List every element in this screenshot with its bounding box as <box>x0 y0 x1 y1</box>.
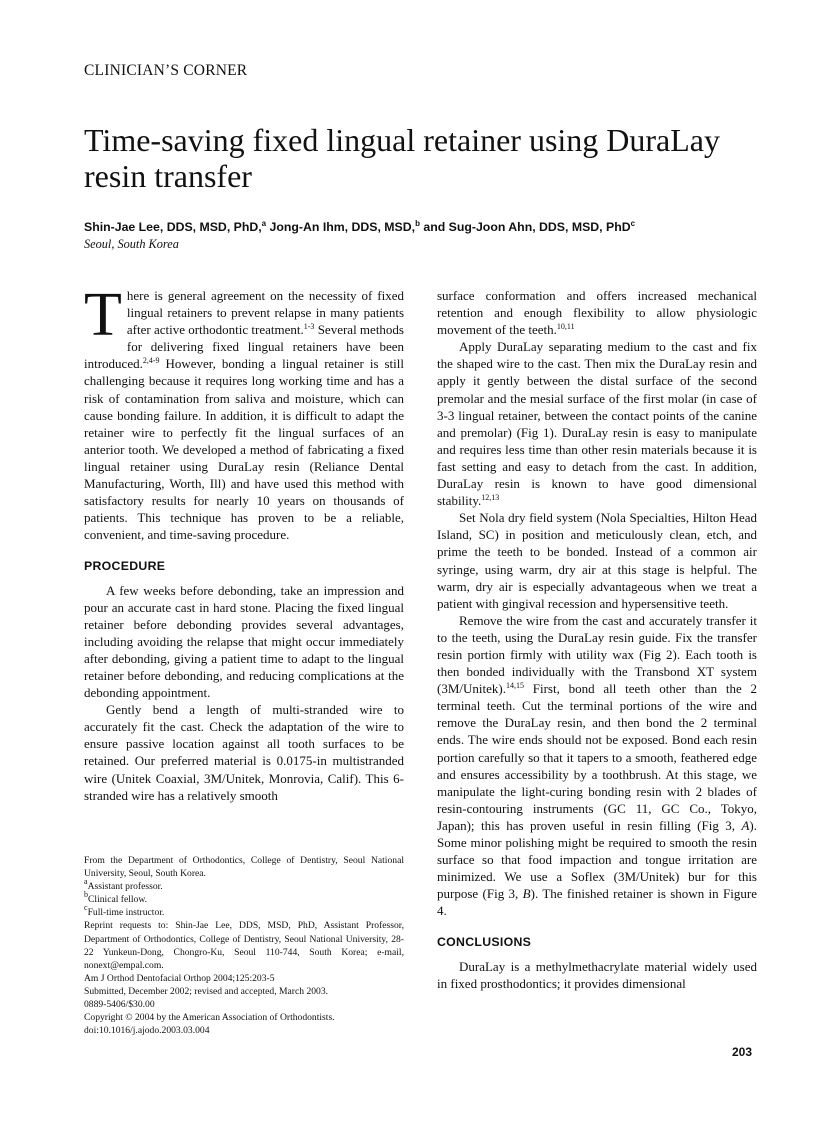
paragraph: Gently bend a length of multi-stranded wire to accurately fit the cast. Check the adaptation of the wire to ensure passive location against all tooth surfaces to be retained. Our preferred material is 0.0175-in multistranded wire (Unitek Coaxial, 3M/Unitek, Monrovia, Calif). This 6-stranded wire has a relatively smooth <box>84 702 404 803</box>
author-affiliation-mark: a <box>261 219 267 228</box>
author-list <box>84 220 635 234</box>
figure-panel-label: B <box>522 886 531 902</box>
footnote: Copyright © 2004 by the American Association of Orthodontists. <box>84 1012 335 1024</box>
reference-citation: 12,13 <box>481 493 500 503</box>
section-heading: PROCEDURE <box>84 559 166 574</box>
author-name: Jong-An Ihm, DDS, MSD, <box>266 220 416 234</box>
paragraph: DuraLay is a methylmethacrylate material widely used in fixed prosthodontics; it provides dimensional <box>437 958 757 991</box>
paragraph: There is general agreement on the necessity of fixed lingual retainers to prevent relapse in many patients after active orthodontic treatment.$^{1-3}$ Several methods for delivering fixed lingual retainers have been introduced.$^{2,4-9}$ However, bonding a lingual retainer is still challenging because it requires long working time and has a risk of contamination from saliva and moisture, which can cause bonding failure. In addition, it is difficult to adapt the retainer wire to perfectly fit the lingual surfaces of an anterior tooth. We developed a method of fabricating a fixed lingual retainer using DuraLay resin (Reliance Dental Manufacturing, Worth, Ill) and have used this method with satisfactory results for nearly 10 years on thousands of patients. This technique has proven to be a reliable, convenient, and time-saving procedure. <box>84 281 404 543</box>
footnote: $^b$Clinical fellow. <box>84 890 148 906</box>
section-label: CLINICIAN’S CORNER <box>84 62 248 79</box>
section-heading: CONCLUSIONS <box>437 935 532 950</box>
author-affiliation-mark: b <box>415 219 420 228</box>
footnote: Submitted, December 2002; revised and accepted, March 2003. <box>84 985 329 997</box>
footnote-mark: c <box>84 903 88 913</box>
reference-citation: 14,15 <box>505 681 524 691</box>
article-title: Time-saving fixed lingual retainer using DuraLay resin transfer <box>84 122 720 194</box>
page-number: 203 <box>732 1045 753 1059</box>
footnote: Reprint requests to: Shin-Jae Lee, DDS, MSD, PhD, Assistant Professor, Department of Orthodontics, College of Dentistry, Seoul National University, 28-22 Yunkeun-Dong, Chongro-Ku, Seoul 110-744, South Korea; e-mail, nonext@empal.com. <box>84 920 404 971</box>
footnote-mark: a <box>84 877 88 887</box>
left-column <box>84 281 404 804</box>
footnote: doi:10.1016/j.ajodo.2003.03.004 <box>84 1025 210 1037</box>
paragraph: Apply DuraLay separating medium to the cast and fix the shaped wire to the cast. Then mix the DuraLay resin and apply it gently between the distal surface of the second premolar and the mesial surface of the first molar (in case of 3-3 lingual retainer, between the contact points of the canine and premolar) (Fig 1). DuraLay resin is easy to manipulate and requires less time than other resin materials because it is fast setting and easy to detach from the cast. In addition, DuraLay resin is known to have good dimensional stability.$^{12,13}$ <box>437 339 757 509</box>
author-name: Shin-Jae Lee, DDS, MSD, PhD, <box>84 220 262 234</box>
author-location: Seoul, South Korea <box>84 237 179 251</box>
paragraph: A few weeks before debonding, take an impression and pour an accurate cast in hard stone. Placing the fixed lingual retainer before debonding provides several advantages, including avoiding the relapse that might occur immediately after debonding, giving a patient time to adapt to the lingual retainer before debonding, and reducing complications at the debonding appointment. <box>84 582 404 701</box>
footnote: 0889-5406/$30.00 <box>84 999 155 1011</box>
paragraph: Set Nola dry field system (Nola Specialties, Hilton Head Island, SC) in position and meticulously clean, etch, and prime the teeth to be bonded. Instead of a common air syringe, using warm, dry air at this stage is helpful. The warm, dry air is especially advantageous when we treat a patient with gingival recession and hypersensitive teeth. <box>437 510 757 611</box>
footnote: From the Department of Orthodontics, College of Dentistry, Seoul National University, Seoul, South Korea. <box>84 855 404 880</box>
footnotes <box>84 854 404 1037</box>
paragraph: Remove the wire from the cast and accurately transfer it to the teeth, using the DuraLay resin guide. Fix the transfer resin portion firmly with utility wax (Fig 2). Each tooth is then bonded individually with the Transbond XT system (3M/Unitek).$^{14,15}$ First, bond all teeth other than the 2 terminal teeth. Cut the terminal portions of the wire and remove the DuraLay resin, and then bond the 2 terminal ends. The wire ends should not be exposed. Bond each resin portion carefully so that it tapers to a smooth, feathered edge and ensures accessibility by a toothbrush. At this stage, we manipulate the light-curing bonding resin with 2 blades of resin-contouring instruments (GC 11, GC Co., Tokyo, Japan); this has proven useful in resin filling (Fig 3, A). Some minor polishing might be required to smooth the resin surface so that food impaction and tongue irritation are minimized. We use a Soflex (3M/Unitek) bur for this purpose (Fig 3, B). The finished retainer is shown in Figure 4. <box>437 612 757 919</box>
right-column <box>437 287 757 992</box>
footnote: $^c$Full-time instructor. <box>84 903 165 919</box>
author-name: and Sug-Joon Ahn, DDS, MSD, PhD <box>419 220 631 234</box>
footnote: $^a$Assistant professor. <box>84 877 163 893</box>
drop-cap: T <box>84 281 122 349</box>
footnote: Am J Orthod Dentofacial Orthop 2004;125:203-5 <box>84 972 275 984</box>
reference-citation: 2,4-9 <box>142 356 160 366</box>
paragraph: surface conformation and offers increased mechanical retention and enough flexibility to allow physiologic movement of the teeth.$^{10,11}$ <box>437 288 757 338</box>
footnote-mark: b <box>84 890 88 900</box>
figure-panel-label: A <box>741 817 750 833</box>
author-affiliation-mark: c <box>630 219 636 228</box>
reference-citation: 10,11 <box>556 322 575 332</box>
reference-citation: 1-3 <box>303 322 315 332</box>
